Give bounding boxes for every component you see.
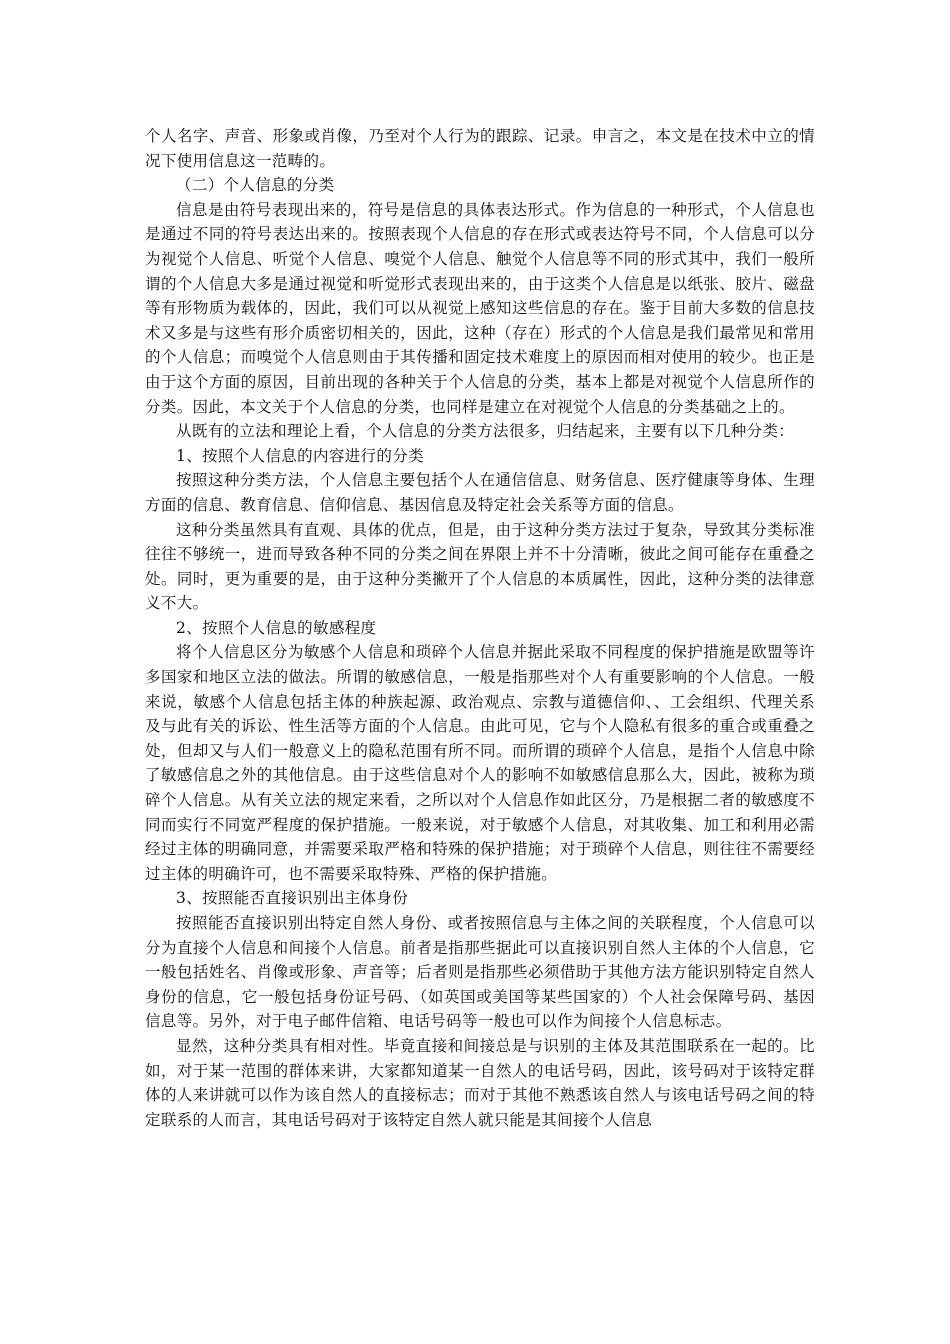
- paragraph-symbol-forms: 信息是由符号表现出来的，符号是信息的具体表达形式。作为信息的一种形式，个人信息也是通过不同的符号表达出来的。按照表现个人信息的存在形式或表达符号不同，个人信息可以分为视觉个人信息、听觉个人信息、嗅觉个人信息、触觉个人信息等不同的形式其中，我们一般所谓的个人信息大多是通过视觉和听觉形式表现出来的，由于这类个人信息是以纸张、胶片、磁盘等有形物质为载体的，因此，我们可以从视觉上感知这些信息的存在。鉴于目前大多数的信息技术又多是与这些有形介质密切相关的，因此，这种（存在）形式的个人信息是我们最常见和常用的个人信息；而嗅觉个人信息则由于其传播和固定技术难度上的原因而相对使用的较少。也正是由于这个方面的原因，目前出现的各种关于个人信息的分类，基本上都是对视觉个人信息所作的分类。因此，本文关于个人信息的分类，也同样是建立在对视觉个人信息的分类基础之上的。: [145, 200, 815, 416]
- section-heading-classification: （二）个人信息的分类: [176, 176, 335, 195]
- document-body: [145, 124, 815, 1132]
- subheading-by-identification: 3、按照能否直接识别出主体身份: [176, 889, 409, 908]
- subheading-by-sensitivity: 2、按照个人信息的敏感程度: [176, 618, 377, 637]
- paragraph-continuation: 个人名字、声音、形象或肖像，乃至对个人行为的跟踪、记录。申言之，本文是在技术中立的情况下使用信息这一范畴的。: [145, 127, 815, 170]
- paragraph-classification-intro: 从既有的立法和理论上看，个人信息的分类方法很多，归结起来，主要有以下几种分类：: [176, 422, 795, 441]
- paragraph-content-critique: 这种分类虽然具有直观、具体的优点，但是，由于这种分类方法过于复杂，导致其分类标准往往不够统一，进而导致各种不同的分类之间在界限上并不十分清晰，彼此之间可能存在重叠之处。同时，更为重要的是，由于这种分类撇开了个人信息的本质属性，因此，这种分类的法律意义不大。: [145, 520, 815, 613]
- paragraph-relativity: 显然，这种分类具有相对性。毕竟直接和间接总是与识别的主体及其范围联系在一起的。比如，对于某一范围的群体来讲，大家都知道某一自然人的电话号码，因此，该号码对于该特定群体的人来讲就可以作为该自然人的直接标志；而对于其他不熟悉该自然人与该电话号码之间的特定联系的人而言，其电话号码对于该特定自然人就只能是其间接个人信息: [145, 1036, 815, 1129]
- paragraph-identification: 按照能否直接识别出特定自然人身份、或者按照信息与主体之间的关联程度，个人信息可以分为直接个人信息和间接个人信息。前者是指那些据此可以直接识别自然人主体的个人信息，它一般包括姓名、肖像或形象、声音等；后者则是指那些必须借助于其他方法方能识别特定自然人身份的信息，它一般包括身份证号码、（如英国或美国等某些国家的）个人社会保障号码、基因信息等。另外，对于电子邮件信箱、电话号码等一般也可以作为间接个人信息标志。: [145, 914, 815, 1031]
- paragraph-sensitivity: 将个人信息区分为敏感个人信息和琐碎个人信息并据此采取不同程度的保护措施是欧盟等许多国家和地区立法的做法。所谓的敏感信息，一般是指那些对个人有重要影响的个人信息。一般来说，敏感个人信息包括主体的种族起源、政治观点、宗教与道德信仰、、工会组织、代理关系及与此有关的诉讼、性生活等方面的个人信息。由此可见，它与个人隐私有很多的重合或重叠之处，但却又与人们一般意义上的隐私范围有所不同。而所谓的琐碎个人信息，是指个人信息中除了敏感信息之外的其他信息。由于这些信息对个人的影响不如敏感信息那么大，因此，被称为琐碎个人信息。从有关立法的规定来看，之所以对个人信息作如此区分，乃是根据二者的敏感度不同而实行不同宽严程度的保护措施。一般来说，对于敏感个人信息，对其收集、加工和利用必需经过主体的明确同意，并需要采取严格和特殊的保护措施；对于琐碎个人信息，则往往不需要经过主体的明确许可，也不需要采取特殊、严格的保护措施。: [145, 643, 815, 883]
- paragraph-content-classification: 按照这种分类方法，个人信息主要包括个人在通信信息、财务信息、医疗健康等身体、生理方面的信息、教育信息、信仰信息、基因信息及特定社会关系等方面的信息。: [145, 471, 815, 514]
- subheading-by-content: 1、按照个人信息的内容进行的分类: [176, 446, 424, 465]
